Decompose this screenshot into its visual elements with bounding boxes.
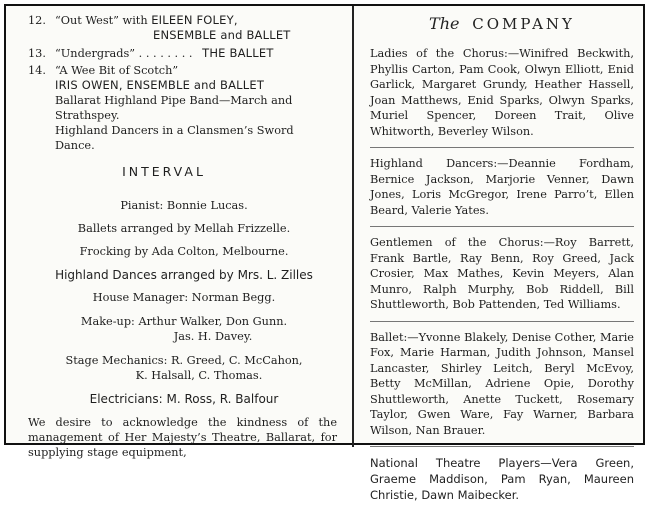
item-performers-continued: ENSEMBLE and BALLET [153,28,291,42]
programme-item [28,13,340,44]
credit-frocking: Frocking by Ada Colton, Melbourne. [79,245,289,258]
company-heading-word: COMPANY [472,15,575,33]
programme-page [4,4,645,502]
acknowledgement-text: We desire to acknowledge the kindness of the management of Her Majesty’s Theatre, Ballarat, for supplying stage equipment, [28,416,337,459]
credit-stage-line: K. Halsall, C. Thomas. [135,369,263,382]
item-detail: Ballarat Highland Pipe Band—March and Strathspey. [55,94,293,122]
credit-pianist: Pianist: Bonnie Lucas. [120,199,248,212]
credit-ballets: Ballets arranged by Mellah Frizzelle. [77,222,291,235]
item-number: 12. [28,14,46,27]
credits-list [28,199,340,406]
credit-highland-dances: Highland Dances arranged by Mrs. L. Zilles [55,268,313,282]
programme-item [28,46,340,63]
right-column [356,6,643,519]
credit-stage-mechanics [28,353,340,383]
company-heading-the: The [429,14,460,33]
credit-makeup-line: Make-up: Arthur Walker, Don Gunn. [80,315,288,328]
credit-house-manager: House Manager: Norman Begg. [92,291,276,304]
left-column [6,6,352,460]
company-section-ballet: Ballet:—Yvonne Blakely, Denise Cother, Marie Fox, Marie Harman, Judith Johnson, Mansel Lancaster, Shirley Leitch, Beryl McEvoy, Betty McMillan, Adriene Opie, Dorothy Shuttleworth, Anette Tuckett, Rosemary Taylor, Gwen Ware, Fay Warner, Barbara Wilson, Nan Brauer. [370,330,634,448]
company-section-highland-dancers: Highland Dancers:—Deannie Fordham, Bernice Jackson, Marjorie Venner, Dawn Jones, Loris McGregor, Irene Parro’t, Ellen Beard, Valerie Yates. [370,156,634,227]
item-performers: IRIS OWEN, ENSEMBLE and BALLET [55,78,265,92]
item-number: 13. [28,47,46,60]
company-section-gentlemen-chorus: Gentlemen of the Chorus:—Roy Barrett, Frank Bartle, Ray Benn, Roy Greed, Jack Crosier, Max Mathes, Kevin Meyers, Alan Munro, Ralph Murphy, Bob Riddell, Bill Shuttleworth, Bob Pattenden, Ted Williams. [370,235,634,322]
item-detail: Highland Dancers in a Clansmen’s Sword Dance. [55,124,294,152]
item-title: “Undergrads” . . . . . . . . [55,47,193,60]
item-title: “Out West” with [55,14,148,27]
credit-electricians: Electricians: M. Ross, R. Balfour [89,392,279,406]
item-title: “A Wee Bit of Scotch” [55,64,179,77]
item-performers: THE BALLET [202,46,274,60]
company-section-national-theatre-players: National Theatre Players—Vera Green, Graeme Maddison, Pam Ryan, Maureen Christie, Dawn Maibecker. [370,456,634,502]
item-number: 14. [28,64,46,77]
column-divider [352,6,354,447]
company-section-ladies-chorus: Ladies of the Chorus:—Winifred Beckwith, Phyllis Carton, Pam Cook, Olwyn Elliott, Enid Garlick, Margaret Grundy, Heather Hassell, Joan Matthews, Enid Sparks, Olwyn Sparks, Muriel Spencer, Doreen Trait, Olive Whitworth, Beverley Wilson. [370,46,634,148]
credit-makeup [28,314,340,344]
credit-stage-line: Stage Mechanics: R. Greed, C. McCahon, [65,354,303,367]
item-performers: EILEEN FOLEY, [151,13,238,27]
programme-item [28,63,340,153]
company-heading [370,14,634,33]
interval-heading: INTERVAL [122,164,206,179]
credit-makeup-line: Jas. H. Davey. [173,330,253,343]
